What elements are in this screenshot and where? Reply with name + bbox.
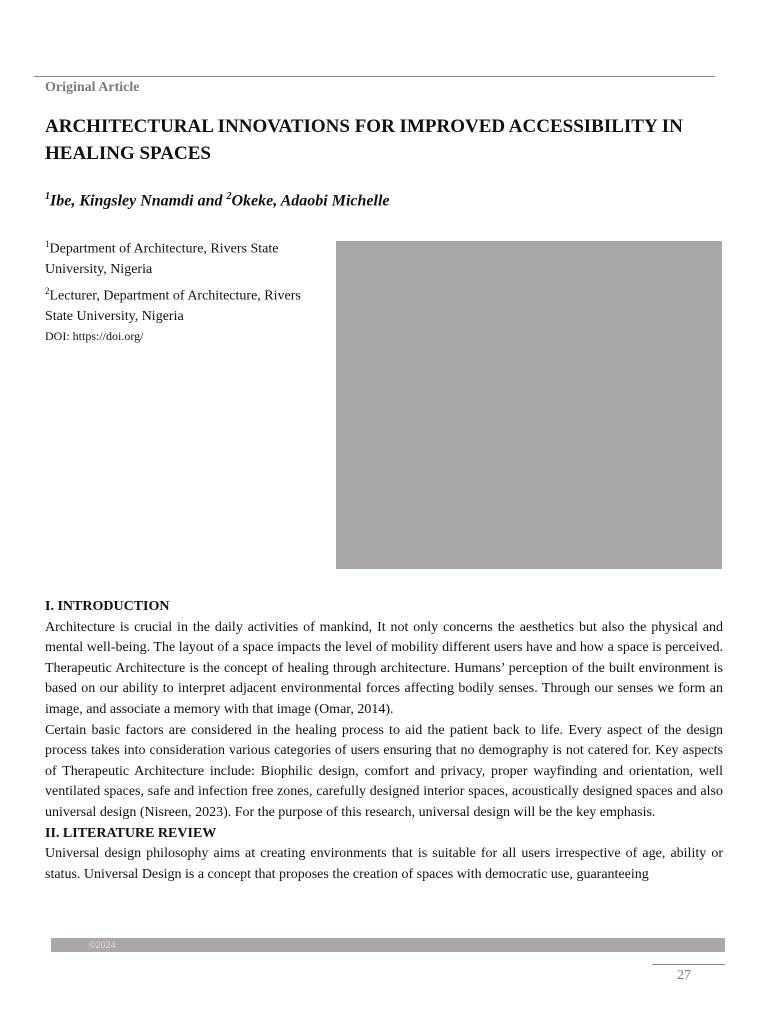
author-conjunction: and — [193, 192, 227, 210]
affiliation-2-text: Lecturer, Department of Architecture, Rivers State University, Nigeria — [45, 288, 301, 324]
author-1-superscript: 1 — [45, 191, 50, 202]
affiliation-1-superscript: 1 — [45, 239, 50, 249]
affiliations-block — [45, 234, 330, 345]
affiliation-2-superscript: 2 — [45, 285, 50, 296]
page-number-rule — [652, 964, 725, 965]
footer-bar — [51, 938, 725, 952]
introduction-paragraph-2: Certain basic factors are considered in the healing process to aid the patient back to life. Every aspect of the design process takes into consideration various categories of users ensuring that no demography is not catered for. Key aspects of Therapeutic Architecture include: Biophilic design, comfort and privacy, proper wayfinding and orientation, well ventilated spaces, safe and infection free zones, carefully designed interior spaces, acoustically designed spaces and also universal design (Nisreen, 2023). For the purpose of this research, universal design will be the key emphasis. — [45, 722, 723, 820]
affiliation-2 — [45, 281, 330, 328]
introduction-paragraph-1: Architecture is crucial in the daily activities of mankind, It not only concerns the aesthetics but also the physical and mental well-being. The layout of a space impacts the level of mobility different users have and how a space is perceived. Therapeutic Architecture is the concept of healing through architecture. Humans’ perception of the built environment is based on our ability to interpret adjacent environmental forces affecting bodily senses. Through our senses we form an image, and associate a memory with that image (Omar, 2014). — [45, 619, 723, 717]
author-2-name: Okeke, Adaobi Michelle — [231, 192, 390, 210]
article-title: ARCHITECTURAL INNOVATIONS FOR IMPROVED ACCESSIBILITY IN HEALING SPACES — [45, 116, 683, 164]
section-heading-introduction: I. INTRODUCTION — [45, 599, 170, 614]
header-rule — [34, 76, 715, 77]
doi-link[interactable]: DOI: https://doi.org/ — [45, 329, 144, 344]
literature-review-paragraph-1: Universal design philosophy aims at creating environments that is suitable for all users irrespective of age, ability or status. Universal Design is a concept that proposes the creation of spaces with democratic use, guaranteeing — [45, 846, 723, 882]
author-line — [45, 191, 390, 210]
author-2-superscript: 2 — [226, 191, 232, 202]
affiliation-1 — [45, 234, 330, 281]
article-type-label: Original Article — [45, 80, 140, 95]
figure-image-placeholder — [336, 241, 722, 569]
copyright-text: ©2024 — [89, 940, 116, 950]
section-heading-literature-review: II. LITERATURE REVIEW — [45, 825, 217, 841]
article-body — [45, 597, 723, 885]
page-number: 27 — [677, 968, 691, 983]
author-1-name: Ibe, Kingsley Nnamdi — [50, 192, 194, 210]
affiliation-1-text: Department of Architecture, Rivers State University, Nigeria — [45, 241, 279, 278]
